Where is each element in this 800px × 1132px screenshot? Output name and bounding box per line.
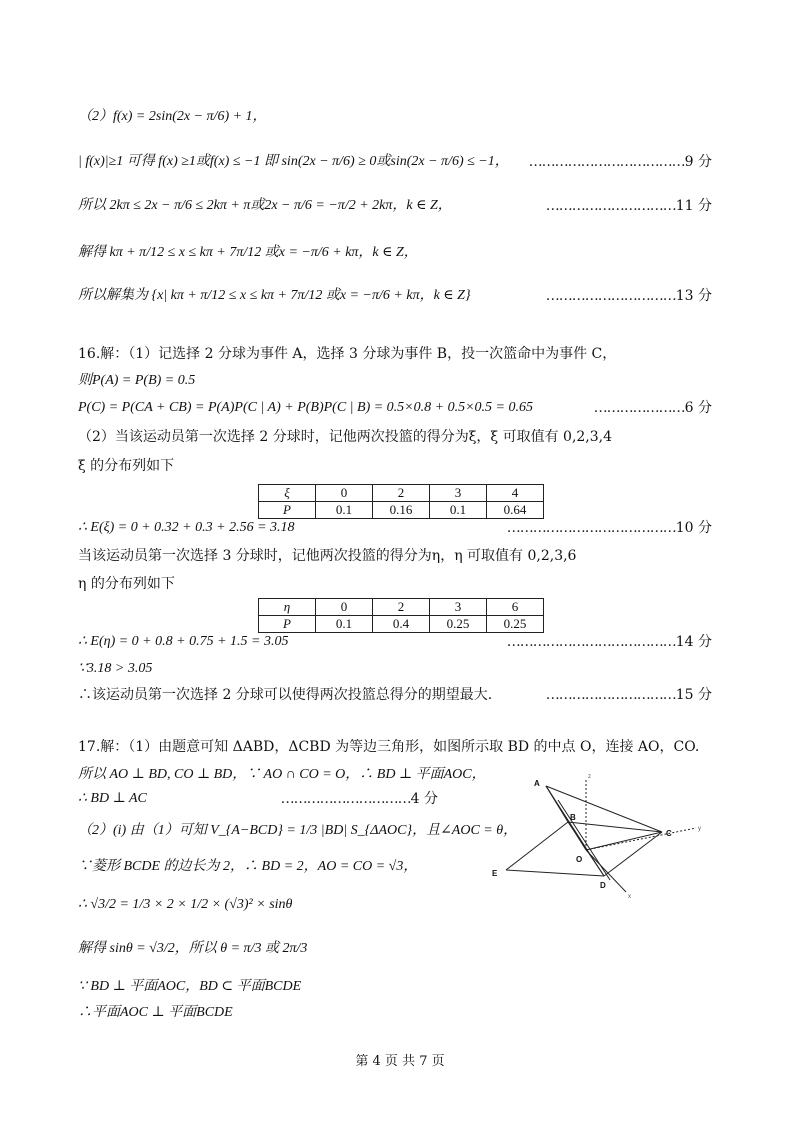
q17-equation-line: ∴ √3/2 = 1/3 × 2 × 1/2 × (√3)² × sinθ bbox=[78, 897, 293, 912]
q17-intro: 17.解：（1）由题意可知 ΔABD，ΔCBD 为等边三角形，如图所示取 BD 的中点 O，连接 AO，CO. bbox=[78, 739, 700, 755]
table-row bbox=[259, 616, 544, 633]
score-15: …………………………15 分 bbox=[545, 687, 712, 703]
q17-sin-line: 解得 sinθ = √3/2，所以 θ = π/3 或 2π/3 bbox=[78, 941, 308, 956]
label-y: y bbox=[698, 826, 701, 832]
table-cell: 0.4 bbox=[373, 616, 430, 633]
score-9: ………………………………9 分 bbox=[528, 154, 712, 170]
label-c: C bbox=[666, 829, 672, 838]
q17-plane-line: ∴平面AOC ⊥ 平面BCDE bbox=[78, 1005, 233, 1020]
table-cell: 0.1 bbox=[316, 616, 373, 633]
q17-rhombus-line: ∵菱形 BCDE 的边长为 2，∴ BD = 2，AO = CO = √3， bbox=[78, 859, 418, 874]
table-cell: 0.25 bbox=[487, 616, 544, 633]
q17-volume-line: （2）(i) 由（1）可知 V_{A−BCD} = 1/3 |BD| S_{ΔAOC}，且∠AOC = θ， bbox=[78, 823, 518, 838]
q16-conclusion: ∴该运动员第一次选择 2 分球可以使得两次投篮总得分的期望最大. bbox=[78, 687, 493, 703]
table-header-var: η bbox=[259, 599, 316, 616]
label-x: x bbox=[628, 894, 631, 900]
score-13: …………………………13 分 bbox=[545, 288, 712, 304]
table-header-var: ξ bbox=[259, 485, 316, 502]
table-cell: 6 bbox=[487, 599, 544, 616]
table-cell: 0.25 bbox=[430, 616, 487, 633]
label-b: B bbox=[570, 813, 576, 822]
score-4: …………………………4 分 bbox=[280, 791, 438, 807]
label-a: A bbox=[534, 779, 540, 788]
pyramid-figure bbox=[486, 770, 736, 910]
table-cell: 0.64 bbox=[487, 502, 544, 519]
q17-bd-ac-line: ∴ BD ⊥ AC bbox=[78, 791, 147, 806]
page-footer: 第 4 页 共 7 页 bbox=[355, 1054, 445, 1069]
score-11: …………………………11 分 bbox=[545, 198, 712, 214]
label-o: O bbox=[576, 855, 583, 864]
q16-pa-line: 则P(A) = P(B) = 0.5 bbox=[78, 373, 196, 388]
edge-bc bbox=[568, 822, 662, 832]
score-6: …………………6 分 bbox=[593, 400, 712, 416]
q17-perp-line: 所以 AO ⊥ BD, CO ⊥ BD，∵ AO ∩ CO = O，∴ BD ⊥ 平面AOC， bbox=[78, 767, 486, 782]
q16-xi-dist-caption: ξ 的分布列如下 bbox=[78, 458, 175, 474]
table-cell: 0 bbox=[316, 485, 373, 502]
table-header-prob: P bbox=[259, 616, 316, 633]
p2-solve-line: 解得 kπ + π/12 ≤ x ≤ kπ + 7π/12 或x = −π/6 + kπ，k ∈ Z， bbox=[78, 245, 418, 260]
table-cell: 2 bbox=[373, 599, 430, 616]
axis-x bbox=[586, 850, 626, 892]
table-cell: 3 bbox=[430, 599, 487, 616]
q16-eta-intro: 当该运动员第一次选择 3 分球时，记他两次投篮的得分为η，η 可取值有 0,2,3,6 bbox=[78, 548, 577, 564]
score-10: …………………………………10 分 bbox=[506, 520, 712, 536]
xi-distribution-table bbox=[258, 484, 544, 519]
p2-fx-line: （2）f(x) = 2sin(2x − π/6) + 1， bbox=[78, 109, 267, 124]
table-cell: 0.16 bbox=[373, 502, 430, 519]
q17-bd-subset-line: ∵ BD ⊥ 平面AOC，BD ⊂ 平面BCDE bbox=[78, 979, 302, 994]
table-cell: 4 bbox=[487, 485, 544, 502]
score-14: …………………………………14 分 bbox=[506, 634, 712, 650]
table-row bbox=[259, 485, 544, 502]
q16-part2: （2）当该运动员第一次选择 2 分球时，记他两次投篮的得分为ξ，ξ 可取值有 0,2,3,4 bbox=[78, 429, 613, 445]
q16-eeta-line: ∴ E(η) = 0 + 0.8 + 0.75 + 1.5 = 3.05 bbox=[78, 634, 289, 649]
label-z: z bbox=[588, 774, 591, 780]
p2-abs-line: | f(x)|≥1 可得 f(x) ≥1或f(x) ≤ −1 即 sin(2x − π/6) ≥ 0或sin(2x − π/6) ≤ −1， bbox=[78, 154, 509, 169]
p2-set-line: 所以解集为 {x| kπ + π/12 ≤ x ≤ kπ + 7π/12 或x = −π/6 + kπ，k ∈ Z} bbox=[78, 288, 471, 303]
table-cell: 3 bbox=[430, 485, 487, 502]
table-cell: 0 bbox=[316, 599, 373, 616]
axis-y bbox=[586, 828, 696, 850]
q16-pc-line: P(C) = P(CA + CB) = P(A)P(C | A) + P(B)P(C | B) = 0.5×0.8 + 0.5×0.5 = 0.65 bbox=[78, 400, 533, 415]
edge-de bbox=[506, 870, 604, 876]
table-cell: 0.1 bbox=[316, 502, 373, 519]
label-e: E bbox=[492, 869, 498, 878]
q16-exi-line: ∴ E(ξ) = 0 + 0.32 + 0.3 + 2.56 = 3.18 bbox=[78, 520, 295, 535]
edge-eb bbox=[506, 822, 568, 870]
table-cell: 0.1 bbox=[430, 502, 487, 519]
table-cell: 2 bbox=[373, 485, 430, 502]
label-d: D bbox=[600, 881, 606, 890]
edge-ad-parallel bbox=[558, 800, 610, 880]
eta-distribution-table bbox=[258, 598, 544, 633]
table-header-prob: P bbox=[259, 502, 316, 519]
table-row bbox=[259, 599, 544, 616]
q16-eta-dist-caption: η 的分布列如下 bbox=[78, 576, 175, 592]
q16-intro: 16.解：（1）记选择 2 分球为事件 A，选择 3 分球为事件 B，投一次篮命中为事件 C， bbox=[78, 346, 617, 362]
table-row bbox=[259, 502, 544, 519]
q16-compare-line: ∵3.18 > 3.05 bbox=[78, 661, 153, 676]
p2-so-line: 所以 2kπ ≤ 2x − π/6 ≤ 2kπ + π或2x − π/6 = −π/2 + 2kπ，k ∈ Z， bbox=[78, 198, 452, 213]
